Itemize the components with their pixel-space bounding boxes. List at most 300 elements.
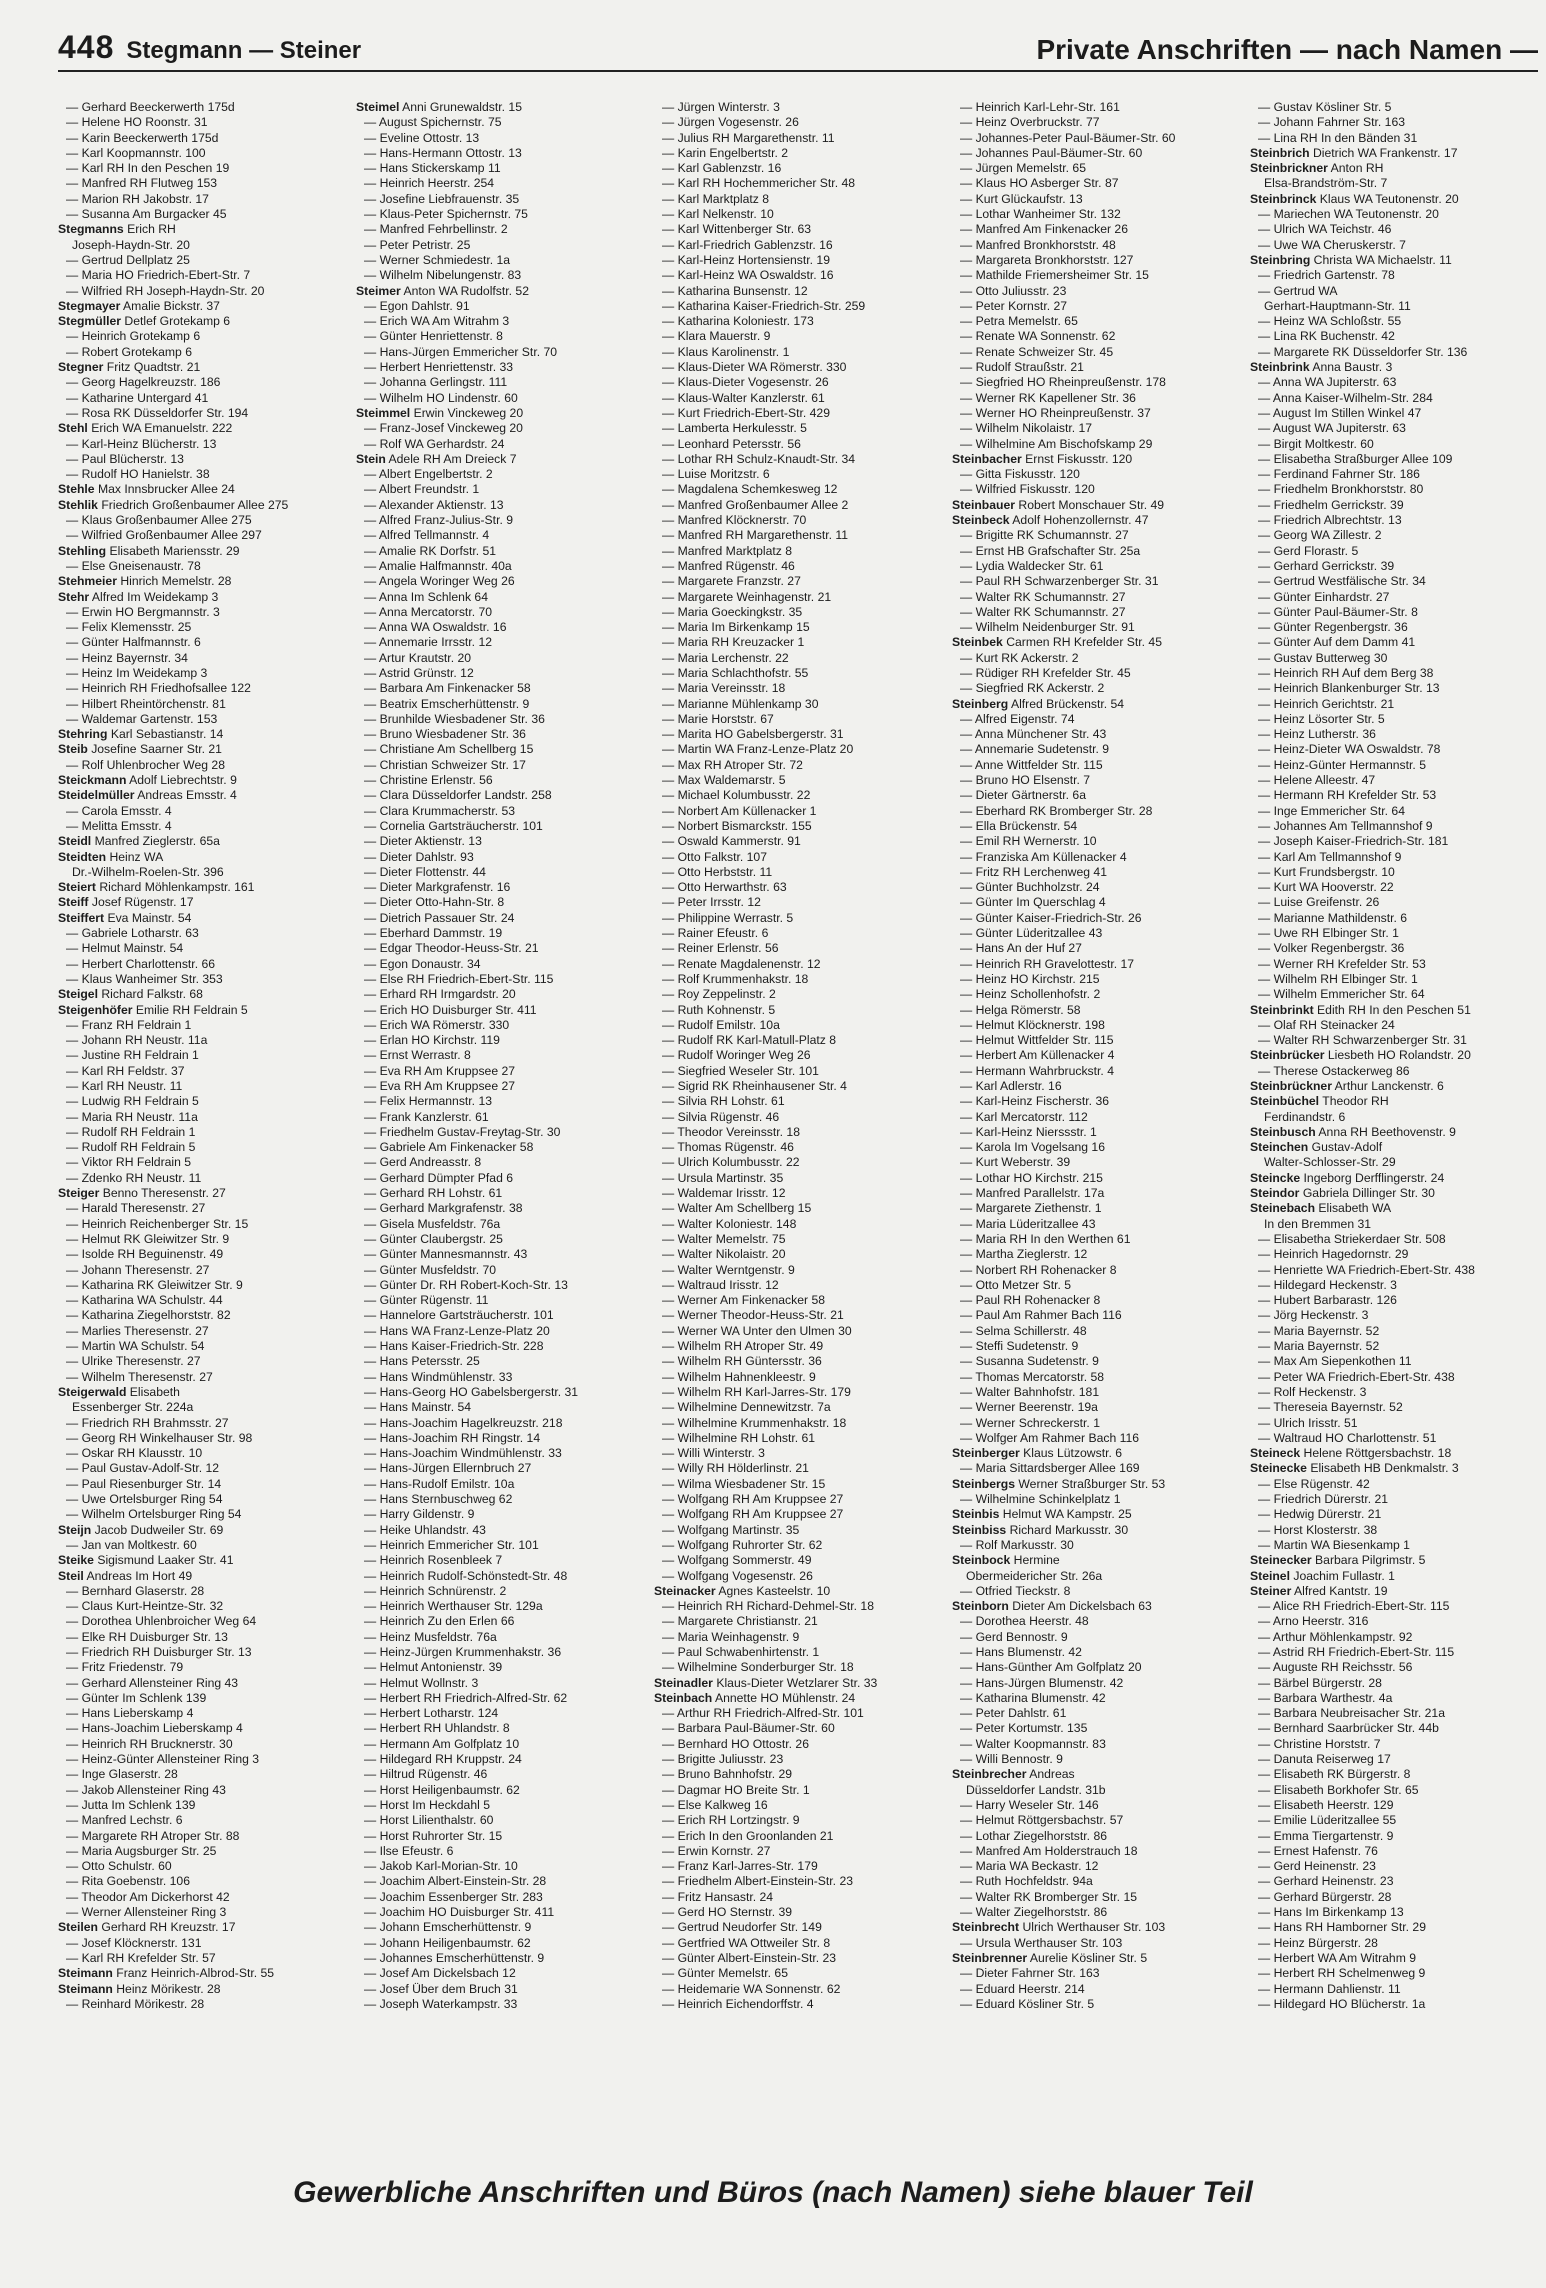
directory-entry: — Manfred Parallelstr. 17a <box>960 1186 1105 1201</box>
entry-text: Hermine <box>1013 1553 1060 1568</box>
directory-entry: — Heinz HO Kirchstr. 215 <box>960 971 1100 986</box>
entry-text: Gabriela Dillinger Str. 30 <box>1302 1186 1435 1201</box>
header-left <box>58 29 361 70</box>
directory-entry-surname <box>58 850 346 865</box>
directory-entry-surname <box>1250 161 1538 176</box>
directory-entry: — Lothar Wanheimer Str. 132 <box>960 207 1121 222</box>
directory-entry: — Günter Auf dem Damm 41 <box>1258 635 1416 650</box>
directory-entry-surname <box>654 1691 942 1706</box>
directory-entry-surname <box>1250 192 1538 207</box>
directory-entry: — Willi Bennostr. 9 <box>960 1752 1063 1767</box>
directory-entry: — Johannes-Peter Paul-Bäumer-Str. 60 <box>960 130 1176 145</box>
directory-entry: — Werner Allensteiner Ring 3 <box>66 1905 227 1920</box>
directory-entry: — Wilhelm Theresenstr. 27 <box>66 1369 213 1384</box>
directory-entry: — Günter Im Querschlag 4 <box>960 895 1106 910</box>
directory-entry: — Heinrich Heerstr. 254 <box>364 176 495 191</box>
directory-entry: — Margarete RK Düsseldorfer Str. 136 <box>1258 344 1468 359</box>
directory-entry: — Maria Weinhagenstr. 9 <box>662 1629 800 1644</box>
entry-text: Anton RH <box>1330 161 1384 176</box>
directory-entry: — Helene Alleestr. 47 <box>1258 773 1376 788</box>
directory-entry: — Annemarie Sudetenstr. 9 <box>960 742 1110 757</box>
directory-entry: — Ruth Kohnenstr. 5 <box>662 1002 776 1017</box>
directory-entry: — Willy RH Hölderlinstr. 21 <box>662 1461 809 1476</box>
directory-entry: — Herbert RH Friedrich-Alfred-Str. 62 <box>364 1690 568 1705</box>
directory-entry: — Angela Woringer Weg 26 <box>364 574 515 589</box>
directory-entry: — Maria RH In den Werthen 61 <box>960 1231 1131 1246</box>
directory-entry: — Erich WA Römerstr. 330 <box>364 1017 510 1032</box>
directory-entry-surname <box>58 360 346 375</box>
directory-entry: — Elisabetha Straßburger Allee 109 <box>1258 451 1453 466</box>
directory-entry-surname <box>356 452 644 467</box>
section-title: Private Anschriften — nach Namen — <box>1036 34 1538 65</box>
directory-entry-surname <box>58 421 346 436</box>
directory-entry: — Ferdinand Fahrner Str. 186 <box>1258 467 1420 482</box>
directory-entry-surname <box>952 498 1240 513</box>
directory-entry: — Margareta Bronkhorststr. 127 <box>960 252 1134 267</box>
directory-entry: — Manfred Klöcknerstr. 70 <box>662 513 807 528</box>
directory-entry-surname <box>1250 146 1538 161</box>
surname: Steinbach <box>654 1690 713 1705</box>
directory-entry: — Luise Moritzstr. 6 <box>662 467 770 482</box>
directory-entry: — Barbara Paul-Bäumer-Str. 60 <box>662 1721 835 1736</box>
directory-entry: — Bärbel Bürgerstr. 28 <box>1258 1675 1382 1690</box>
directory-entry: — Ulrich Kolumbusstr. 22 <box>662 1155 800 1170</box>
entry-text: Elisabeth WA <box>1318 1201 1392 1216</box>
directory-entry: — August Im Stillen Winkel 47 <box>1258 405 1422 420</box>
directory-entry: — Günter Memelstr. 65 <box>662 1966 788 1981</box>
directory-entry: — Gerd Heinenstr. 23 <box>1258 1859 1376 1874</box>
directory-entry: — Hermann Wahrbruckstr. 4 <box>960 1063 1114 1078</box>
surname: Steinbock <box>952 1553 1011 1568</box>
directory-entry: — Hannelore Gartsträucherstr. 101 <box>364 1308 554 1323</box>
entry-text: Elisabeth Mariensstr. 29 <box>109 543 240 558</box>
directory-entry: — Gerhard Bürgerstr. 28 <box>1258 1889 1392 1904</box>
entry-text: Arthur Lanckenstr. 6 <box>1334 1079 1444 1093</box>
directory-entry: — Brigitte RK Schumannstr. 27 <box>960 528 1129 543</box>
directory-entry-surname <box>58 895 346 910</box>
directory-entry: — Rudolf Straußstr. 21 <box>960 360 1084 375</box>
directory-column <box>952 100 1240 2150</box>
directory-entry-surname <box>1250 1048 1538 1063</box>
directory-entry-surname <box>1250 1171 1538 1186</box>
directory-entry: — Horst Ruhrorter Str. 15 <box>364 1828 503 1843</box>
directory-columns <box>58 100 1538 2150</box>
directory-entry: — Erhard RH Irmgardstr. 20 <box>364 987 516 1002</box>
directory-entry: — Otto Metzer Str. 5 <box>960 1277 1072 1292</box>
directory-entry: — Brigitte Juliusstr. 23 <box>662 1752 784 1767</box>
directory-entry: — Hans-Jürgen Emmericher Str. 70 <box>364 344 558 359</box>
directory-entry-surname <box>58 987 346 1002</box>
directory-entry: — Josef Klöcknerstr. 131 <box>66 1935 202 1950</box>
entry-text: Ulrich Werthauser Str. 103 <box>1022 1920 1166 1935</box>
directory-entry: — Joachim HO Duisburger Str. 411 <box>364 1905 555 1920</box>
directory-entry: — Dorothea Heerstr. 48 <box>960 1614 1089 1629</box>
directory-entry: — Maria Vereinsstr. 18 <box>662 681 786 696</box>
directory-entry: — Friedrich Dürerstr. 21 <box>1258 1492 1389 1507</box>
directory-entry: — Waltraud Irisstr. 12 <box>662 1277 779 1292</box>
surname: Steinbek <box>952 635 1003 650</box>
directory-entry: — Herbert WA Am Witrahm 9 <box>1258 1950 1417 1965</box>
directory-entry: — Gerhard Allensteiner Ring 43 <box>66 1675 239 1690</box>
directory-entry: — Marie Horststr. 67 <box>662 711 774 726</box>
directory-entry: — Wolfger Am Rahmer Bach 116 <box>960 1430 1140 1445</box>
directory-entry: — Ilse Efeustr. 6 <box>364 1843 454 1858</box>
directory-entry: — Martin WA Biesenkamp 1 <box>1258 1537 1410 1552</box>
directory-entry: — Wilhelm RH Güntersstr. 36 <box>662 1354 822 1369</box>
directory-entry: — Johannes Paul-Bäumer-Str. 60 <box>960 145 1143 160</box>
directory-entry: — Maria HO Friedrich-Ebert-Str. 7 <box>66 268 251 283</box>
directory-entry: — Jörg Heckenstr. 3 <box>1258 1308 1369 1323</box>
directory-entry: — Christian Schweizer Str. 17 <box>364 757 526 772</box>
directory-entry: — Jan van Moltkestr. 60 <box>66 1537 197 1552</box>
directory-entry: — Walter Nikolaistr. 20 <box>662 1247 786 1262</box>
directory-entry: — Heinrich Werthauser Str. 129a <box>364 1599 543 1614</box>
directory-entry: — Selma Schillerstr. 48 <box>960 1323 1087 1338</box>
directory-entry-surname <box>952 1920 1240 1935</box>
directory-entry: — Otto Herwarthstr. 63 <box>662 880 787 895</box>
directory-entry: — Hans-Günther Am Golfplatz 20 <box>960 1660 1142 1675</box>
directory-entry: — Wilfried Großenbaumer Allee 297 <box>66 528 262 543</box>
directory-entry-surname <box>58 222 346 237</box>
directory-entry: — Manfred Rügenstr. 46 <box>662 558 795 573</box>
directory-entry: — Maria Bayernstr. 52 <box>1258 1323 1380 1338</box>
directory-entry: — Maria Lüderitzallee 43 <box>960 1216 1096 1231</box>
surname: Steinbergs <box>952 1476 1015 1491</box>
directory-entry: — Franz Karl-Jarres-Str. 179 <box>662 1859 818 1874</box>
directory-entry: — Inge Emmericher Str. 64 <box>1258 803 1405 818</box>
directory-entry: — Eduard Kösliner Str. 5 <box>960 1996 1095 2011</box>
surname: Stegmüller <box>58 314 121 329</box>
directory-entry-surname <box>1250 1079 1538 1094</box>
directory-entry: — Wilhelm Ortelsburger Ring 54 <box>66 1507 242 1522</box>
directory-entry: — Karl-Heinz Hortensienstr. 19 <box>662 252 830 267</box>
directory-entry: — Gabriele Am Finkenacker 58 <box>364 1140 534 1155</box>
entry-text: Andreas Emsstr. 4 <box>137 788 237 803</box>
directory-entry: — Hilbert Rheintörchenstr. 81 <box>66 696 226 711</box>
directory-entry: — Wolfgang Ruhrorter Str. 62 <box>662 1537 823 1552</box>
surname: Steickmann <box>58 773 127 788</box>
directory-entry: — Eva RH Am Kruppsee 27 <box>364 1079 516 1093</box>
surname: Steinbauer <box>952 497 1015 512</box>
directory-entry: — Lina RK Buchenstr. 42 <box>1258 329 1395 344</box>
directory-entry: — Katharina Koloniestr. 173 <box>662 314 814 329</box>
directory-entry: — Karl Nelkenstr. 10 <box>662 207 774 222</box>
directory-entry: — Albert Freundstr. 1 <box>364 482 480 497</box>
directory-entry: — Arno Heerstr. 316 <box>1258 1614 1369 1629</box>
directory-entry: — Olaf RH Steinacker 24 <box>1258 1017 1395 1032</box>
directory-entry: — Klaus-Dieter WA Römerstr. 330 <box>662 360 847 375</box>
directory-entry-surname <box>58 574 346 589</box>
directory-entry: — Anna WA Jupiterstr. 63 <box>1258 375 1397 390</box>
directory-entry: — Joseph Waterkampstr. 33 <box>364 1996 518 2011</box>
directory-entry-surname <box>952 1553 1240 1568</box>
directory-entry: — Else Gneisenaustr. 78 <box>66 558 201 573</box>
directory-entry: — Günter Claubergstr. 25 <box>364 1231 503 1246</box>
surname: Stehring <box>58 727 108 742</box>
directory-entry: — Emilie Lüderitzallee 55 <box>1258 1813 1397 1828</box>
directory-entry: — Erlan HO Kirchstr. 119 <box>364 1033 500 1048</box>
directory-entry: — Wilhelm RH Atroper Str. 49 <box>662 1339 824 1354</box>
directory-entry: — Hans-Joachim RH Ringstr. 14 <box>364 1430 541 1445</box>
directory-entry: — Günter Regenbergstr. 36 <box>1258 620 1408 635</box>
directory-entry: — Rudolf RK Karl-Matull-Platz 8 <box>662 1033 837 1048</box>
directory-entry: — Otto Juliusstr. 23 <box>960 283 1067 298</box>
directory-entry: — Wilhelm Nikolaistr. 17 <box>960 421 1093 436</box>
directory-entry: — Ruth Hochfeldstr. 94a <box>960 1874 1093 1889</box>
directory-entry: — Walter Koloniestr. 148 <box>662 1216 797 1231</box>
directory-entry: — Susanna Am Burgacker 45 <box>66 207 227 222</box>
directory-entry: — Maria Goeckingkstr. 35 <box>662 604 803 619</box>
directory-entry: — Rainer Efeustr. 6 <box>662 926 769 941</box>
directory-entry: — Anna Mercatorstr. 70 <box>364 604 493 619</box>
directory-entry: — Brunhilde Wiesbadener Str. 36 <box>364 711 545 726</box>
directory-entry: — Margarete Franzstr. 27 <box>662 574 801 589</box>
directory-entry: — Gerhard Gerrickstr. 39 <box>1258 558 1395 573</box>
directory-entry: — Karl Am Tellmannshof 9 <box>1258 849 1402 864</box>
entry-text: Jacob Dudweiler Str. 69 <box>94 1522 224 1537</box>
directory-entry: — Maria Bayernstr. 52 <box>1258 1339 1380 1354</box>
directory-entry: — Karl-Heinz Fischerstr. 36 <box>960 1094 1109 1109</box>
entry-text: Alfred Im Weidekamp 3 <box>91 589 219 604</box>
directory-entry: — Heinz Overbruckstr. 77 <box>960 115 1100 130</box>
footer-note: Gewerbliche Anschriften und Büros (nach Namen) siehe blauer Teil <box>293 2176 1253 2209</box>
directory-entry: — Heinz WA Schloßstr. 55 <box>1258 314 1402 329</box>
directory-entry: — Felix Klemensstr. 25 <box>66 620 192 635</box>
directory-entry-surname <box>58 1003 346 1018</box>
directory-entry-surname <box>58 1186 346 1201</box>
directory-entry: — Hildegard HO Blücherstr. 1a <box>1258 1996 1426 2011</box>
directory-entry: — Werner Theodor-Heuss-Str. 21 <box>662 1308 844 1323</box>
directory-entry: — Rolf Krummenhakstr. 18 <box>662 971 809 986</box>
directory-entry: — Werner Schreckerstr. 1 <box>960 1415 1100 1430</box>
directory-entry: — Kurt Weberstr. 39 <box>960 1155 1071 1170</box>
directory-entry: — Inge Glaserstr. 28 <box>66 1767 178 1782</box>
entry-text: Franz Heinrich-Albrod-Str. 55 <box>116 1966 275 1981</box>
directory-entry: — Wilhelmine Sonderburger Str. 18 <box>662 1660 854 1675</box>
entry-text: Amalie Bickstr. 37 <box>123 298 220 313</box>
directory-entry: — Helene HO Roonstr. 31 <box>66 115 208 130</box>
directory-entry: — Günter Dr. RH Robert-Koch-Str. 13 <box>364 1277 568 1292</box>
directory-entry: — Jürgen Winterstr. 3 <box>662 100 780 114</box>
directory-entry: — Katharina Bunsenstr. 12 <box>662 283 808 298</box>
directory-entry-surname <box>1250 1446 1538 1461</box>
directory-entry: — Ursula Werthauser Str. 103 <box>960 1935 1123 1950</box>
directory-entry: — Dorothea Uhlenbroicher Weg 64 <box>66 1614 257 1629</box>
entry-text: Detlef Grotekamp 6 <box>124 314 231 329</box>
directory-entry: — Johannes Am Tellmannshof 9 <box>1258 818 1433 833</box>
directory-entry: — Helmut Wittfelder Str. 115 <box>960 1033 1114 1048</box>
directory-entry: — Gerd Andreasstr. 8 <box>364 1155 482 1170</box>
directory-entry: — Dieter Gärtnerstr. 6a <box>960 788 1086 803</box>
entry-text: Theodor RH <box>1322 1094 1389 1109</box>
directory-entry: — Heinrich RH Friedhofsallee 122 <box>66 681 251 696</box>
directory-entry: — Jakob Karl-Morian-Str. 10 <box>364 1859 518 1874</box>
directory-entry: — Philippine Werrastr. 5 <box>662 910 794 925</box>
directory-entry: — Erich HO Duisburger Str. 411 <box>364 1002 537 1017</box>
directory-entry: — Jutta Im Schlenk 139 <box>66 1797 196 1812</box>
entry-text: Andreas Im Hort 49 <box>86 1568 193 1583</box>
directory-entry: — Hans-Jürgen Blumenstr. 42 <box>960 1675 1124 1690</box>
directory-entry: — Günter Paul-Bäumer-Str. 8 <box>1258 604 1418 619</box>
entry-text: Gerhard RH Kreuzstr. 17 <box>101 1920 236 1935</box>
directory-entry: — Luise Greifenstr. 26 <box>1258 895 1380 910</box>
surname: Stehle <box>58 482 95 497</box>
directory-entry: — Karl RH Neustr. 11 <box>66 1079 183 1093</box>
directory-entry: — Bruno HO Elsenstr. 7 <box>960 773 1091 788</box>
directory-entry-surname <box>58 1920 346 1935</box>
directory-entry: — Norbert Am Küllenacker 1 <box>662 803 817 818</box>
directory-column <box>1250 100 1538 2150</box>
directory-entry: — Alfred Eigenstr. 74 <box>960 711 1075 726</box>
directory-entry: — Siegfried RK Ackerstr. 2 <box>960 681 1105 696</box>
directory-entry: — Margarete Christianstr. 21 <box>662 1614 818 1629</box>
surname: Steimann <box>58 1966 113 1981</box>
surname: Stehlik <box>58 497 98 512</box>
directory-entry: — Volker Regenbergstr. 36 <box>1258 941 1405 956</box>
directory-entry: — Günter Im Schlenk 139 <box>66 1690 207 1705</box>
directory-entry-surname <box>1250 1553 1538 1568</box>
directory-entry: — Franziska Am Küllenacker 4 <box>960 849 1127 864</box>
directory-entry: — Elke RH Duisburger Str. 13 <box>66 1629 228 1644</box>
directory-entry: — Martin WA Franz-Lenze-Platz 20 <box>662 742 854 757</box>
directory-entry: — Erwin Kornstr. 27 <box>662 1843 771 1858</box>
entry-text: Erwin Vinckeweg 20 <box>413 405 524 420</box>
entry-text: Ernst Fiskusstr. 120 <box>1025 451 1133 466</box>
surname: Steike <box>58 1553 94 1568</box>
entry-text: Alfred Brückenstr. 54 <box>1010 696 1125 711</box>
directory-entry: — Karl-Heinz Nierssstr. 1 <box>960 1124 1097 1139</box>
directory-entry: — Eduard Heerstr. 214 <box>960 1981 1085 1996</box>
entry-text: Helmut WA Kampstr. 25 <box>1002 1507 1132 1522</box>
directory-entry: — Theodor Am Dickerhorst 42 <box>66 1889 230 1904</box>
directory-entry: — Kurt Glückaufstr. 13 <box>960 191 1083 206</box>
directory-column <box>654 100 942 2150</box>
entry-text: Robert Monschauer Str. 49 <box>1018 497 1165 512</box>
directory-entry-surname <box>356 406 644 421</box>
directory-entry: — Karl-Heinz WA Oswaldstr. 16 <box>662 268 834 283</box>
directory-entry: — Karl Koopmannstr. 100 <box>66 145 206 160</box>
directory-entry: — Manfred Bronkhorststr. 48 <box>960 237 1116 252</box>
directory-entry: — Gertrud WA <box>1258 283 1338 298</box>
directory-entry: — Heinz Musfeldstr. 76a <box>364 1629 497 1644</box>
directory-entry-continuation: Elsa-Brandström-Str. 7 <box>1264 176 1388 191</box>
directory-entry: — Hermann Am Golfplatz 10 <box>364 1736 520 1751</box>
surname: Steinbrecher <box>952 1767 1027 1782</box>
directory-entry: — Heinrich Zu den Erlen 66 <box>364 1614 515 1629</box>
directory-column <box>58 100 346 2150</box>
directory-entry: — Heinz-Dieter WA Oswaldstr. 78 <box>1258 742 1441 757</box>
directory-entry: — Friedhelm Albert-Einstein-Str. 23 <box>662 1874 854 1889</box>
directory-entry: — Emma Tiergartenstr. 9 <box>1258 1828 1394 1843</box>
directory-entry-surname <box>356 100 644 115</box>
directory-entry: — Wolfgang RH Am Kruppsee 27 <box>662 1492 844 1507</box>
directory-entry: — Harald Theresenstr. 27 <box>66 1201 206 1216</box>
directory-entry: — Klaus-Dieter Vogesenstr. 26 <box>662 375 829 390</box>
directory-entry: — Christine Erlenstr. 56 <box>364 773 493 788</box>
directory-entry: — Maria Lerchenstr. 22 <box>662 650 789 665</box>
directory-entry: — Heinz-Günter Allensteiner Ring 3 <box>66 1752 260 1767</box>
directory-entry: — Erich RH Lortzingstr. 9 <box>662 1813 800 1828</box>
directory-entry-surname <box>58 880 346 895</box>
directory-entry: — Felix Hermannstr. 13 <box>364 1094 493 1109</box>
entry-text: Fritz Quadtstr. 21 <box>106 360 201 375</box>
directory-entry: — Gisela Musfeldstr. 76a <box>364 1216 501 1231</box>
directory-entry-continuation: Ferdinandstr. 6 <box>1264 1109 1346 1124</box>
directory-entry: — Max Am Siepenkothen 11 <box>1258 1354 1412 1369</box>
entry-text: Benno Theresenstr. 27 <box>102 1186 226 1201</box>
entry-text: Erich RH <box>127 222 176 237</box>
directory-entry: — Eberhard Dammstr. 19 <box>364 926 503 941</box>
directory-entry: — Hans An der Huf 27 <box>960 941 1082 956</box>
surname: Steinbrinck <box>1250 191 1317 206</box>
directory-entry: — Ulrike Theresenstr. 27 <box>66 1354 201 1369</box>
entry-text: Josef Rügenstr. 17 <box>91 895 194 910</box>
directory-entry: — Paul Blücherstr. 13 <box>66 451 184 466</box>
directory-entry: — Dieter Flottenstr. 44 <box>364 864 486 879</box>
entry-text: Klaus-Dieter Wetzlarer Str. 33 <box>716 1675 878 1690</box>
directory-entry: — Wolfgang RH Am Kruppsee 27 <box>662 1507 844 1522</box>
directory-entry: — Manfred Fehrbellinstr. 2 <box>364 222 508 237</box>
entry-text: Dietrich WA Frankenstr. 17 <box>1312 145 1458 160</box>
directory-entry: — Else RH Friedrich-Ebert-Str. 115 <box>364 971 554 986</box>
directory-entry: — Gustav Kösliner Str. 5 <box>1258 100 1392 114</box>
directory-entry: — Thomas Mercatorstr. 58 <box>960 1369 1105 1384</box>
directory-entry-surname <box>654 1584 942 1599</box>
directory-entry: — Marianne Mühlenkamp 30 <box>662 696 819 711</box>
directory-entry-surname <box>1250 1186 1538 1201</box>
directory-entry-surname <box>1250 1140 1538 1155</box>
directory-entry-surname <box>952 1951 1240 1966</box>
directory-entry: — Barbara Neubreisacher Str. 21a <box>1258 1706 1445 1721</box>
directory-entry: — Helmut Antonienstr. 39 <box>364 1660 503 1675</box>
directory-entry: — Annemarie Irrsstr. 12 <box>364 635 493 650</box>
directory-entry: — Kurt WA Hooverstr. 22 <box>1258 880 1394 895</box>
entry-text: Friedrich Großenbaumer Allee 275 <box>101 497 289 512</box>
directory-entry: — Heinz Im Weidekamp 3 <box>66 665 208 680</box>
surname: Steinbring <box>1250 252 1311 267</box>
directory-entry: — Auguste RH Reichsstr. 56 <box>1258 1660 1413 1675</box>
directory-entry: — Eveline Ottostr. 13 <box>364 130 480 145</box>
surname: Steinbrink <box>1250 360 1310 375</box>
directory-entry: — Therese Ostackerweg 86 <box>1258 1063 1410 1078</box>
directory-entry: — Rolf Uhlenbrocher Weg 28 <box>66 757 225 772</box>
directory-entry: — Paul Riesenburger Str. 14 <box>66 1476 222 1491</box>
directory-entry: — Thereseia Bayernstr. 52 <box>1258 1400 1403 1415</box>
directory-entry: — Margarete Ziethenstr. 1 <box>960 1201 1102 1216</box>
directory-entry: — Friedhelm Gerrickstr. 39 <box>1258 497 1404 512</box>
directory-entry: — Frank Kanzlerstr. 61 <box>364 1109 489 1124</box>
directory-entry: — Werner RK Kapellener Str. 36 <box>960 390 1136 405</box>
directory-entry: — Klaus Wanheimer Str. 353 <box>66 971 223 986</box>
directory-entry: — Dagmar HO Breite Str. 1 <box>662 1782 810 1797</box>
directory-entry: — Uwe RH Elbinger Str. 1 <box>1258 926 1399 941</box>
directory-entry: — Elisabeth Heerstr. 129 <box>1258 1797 1394 1812</box>
directory-entry-surname <box>654 1676 942 1691</box>
directory-entry: — Martin WA Schulstr. 54 <box>66 1339 205 1354</box>
directory-entry: — Anna Münchener Str. 43 <box>960 727 1107 742</box>
directory-entry: — Maria Sittardsberger Allee 169 <box>960 1461 1140 1476</box>
entry-text: Adolf Liebrechtstr. 9 <box>129 773 237 788</box>
surname: Steimmel <box>356 405 411 420</box>
directory-entry: — Heinz-Günter Hermannstr. 5 <box>1258 757 1426 772</box>
directory-entry: — Elisabeth Borkhofer Str. 65 <box>1258 1782 1419 1797</box>
directory-entry: — Alexander Aktienstr. 13 <box>364 497 504 512</box>
surname: Steinbrinkt <box>1250 1002 1314 1017</box>
directory-entry: — Martha Zieglerstr. 12 <box>960 1247 1088 1262</box>
directory-entry: — Hans-Joachim Windmühlenstr. 33 <box>364 1446 562 1461</box>
directory-entry: — Gerd Bennostr. 9 <box>960 1629 1068 1644</box>
surname: Steiff <box>58 895 89 910</box>
